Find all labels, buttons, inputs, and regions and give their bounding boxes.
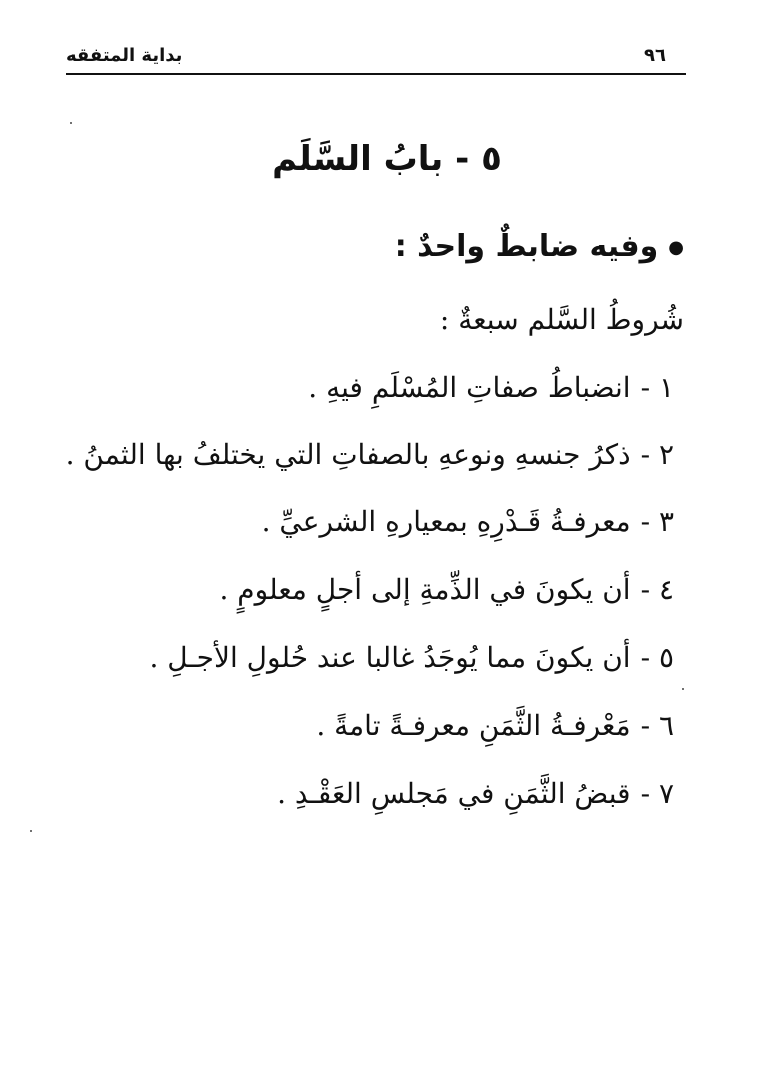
condition-text: أن يكونَ مما يُوجَدُ غالبا عند حُلولِ الأجـلِ .: [149, 641, 631, 674]
condition-text: أن يكونَ في الذِّمةِ إلى أجلٍ معلومٍ .: [219, 573, 631, 606]
condition-number: ٦ -: [640, 709, 674, 742]
condition-item: [308, 366, 674, 410]
scan-speck: [70, 122, 72, 124]
chapter-title: ٥ - بابُ السَّلَم: [272, 139, 502, 179]
condition-number: ٣ -: [640, 505, 674, 538]
condition-item: [219, 568, 674, 612]
condition-text: انضباطُ صفاتِ المُسْلَمِ فيهِ .: [308, 371, 631, 404]
condition-number: ٧ -: [640, 777, 674, 810]
conditions-intro: شُروطُ السَّلم سبعةٌ :: [439, 303, 684, 336]
running-head: [66, 44, 686, 74]
condition-item: [277, 772, 674, 816]
condition-number: ١ -: [640, 371, 674, 404]
condition-item: [149, 636, 674, 680]
bullet-icon: ●: [668, 236, 684, 258]
condition-text: معرفـةُ قَـدْرِهِ بمعيارهِ الشرعيِّ .: [261, 505, 631, 538]
section-heading-text: وفيه ضابطٌ واحدٌ :: [394, 229, 659, 264]
condition-number: ٢ -: [640, 438, 674, 471]
header-rule: [66, 73, 686, 75]
condition-number: ٥ -: [640, 641, 674, 674]
scan-speck: [682, 688, 684, 690]
condition-item: [316, 704, 674, 748]
condition-number: ٤ -: [640, 573, 674, 606]
book-title: بداية المتفقه: [66, 45, 183, 66]
condition-text: مَعْرفـةُ الثَّمَنِ معرفـةً تامةً .: [316, 709, 631, 742]
condition-item: [66, 433, 674, 477]
condition-text: قبضُ الثَّمَنِ في مَجلسِ العَقْـدِ .: [277, 777, 631, 810]
page-number: ٩٦: [644, 45, 666, 66]
section-heading: [395, 225, 684, 270]
condition-text: ذكرُ جنسهِ ونوعهِ بالصفاتِ التي يختلفُ بها الثمنُ .: [65, 438, 631, 471]
condition-item: [262, 500, 674, 544]
scan-speck: [30, 830, 32, 832]
